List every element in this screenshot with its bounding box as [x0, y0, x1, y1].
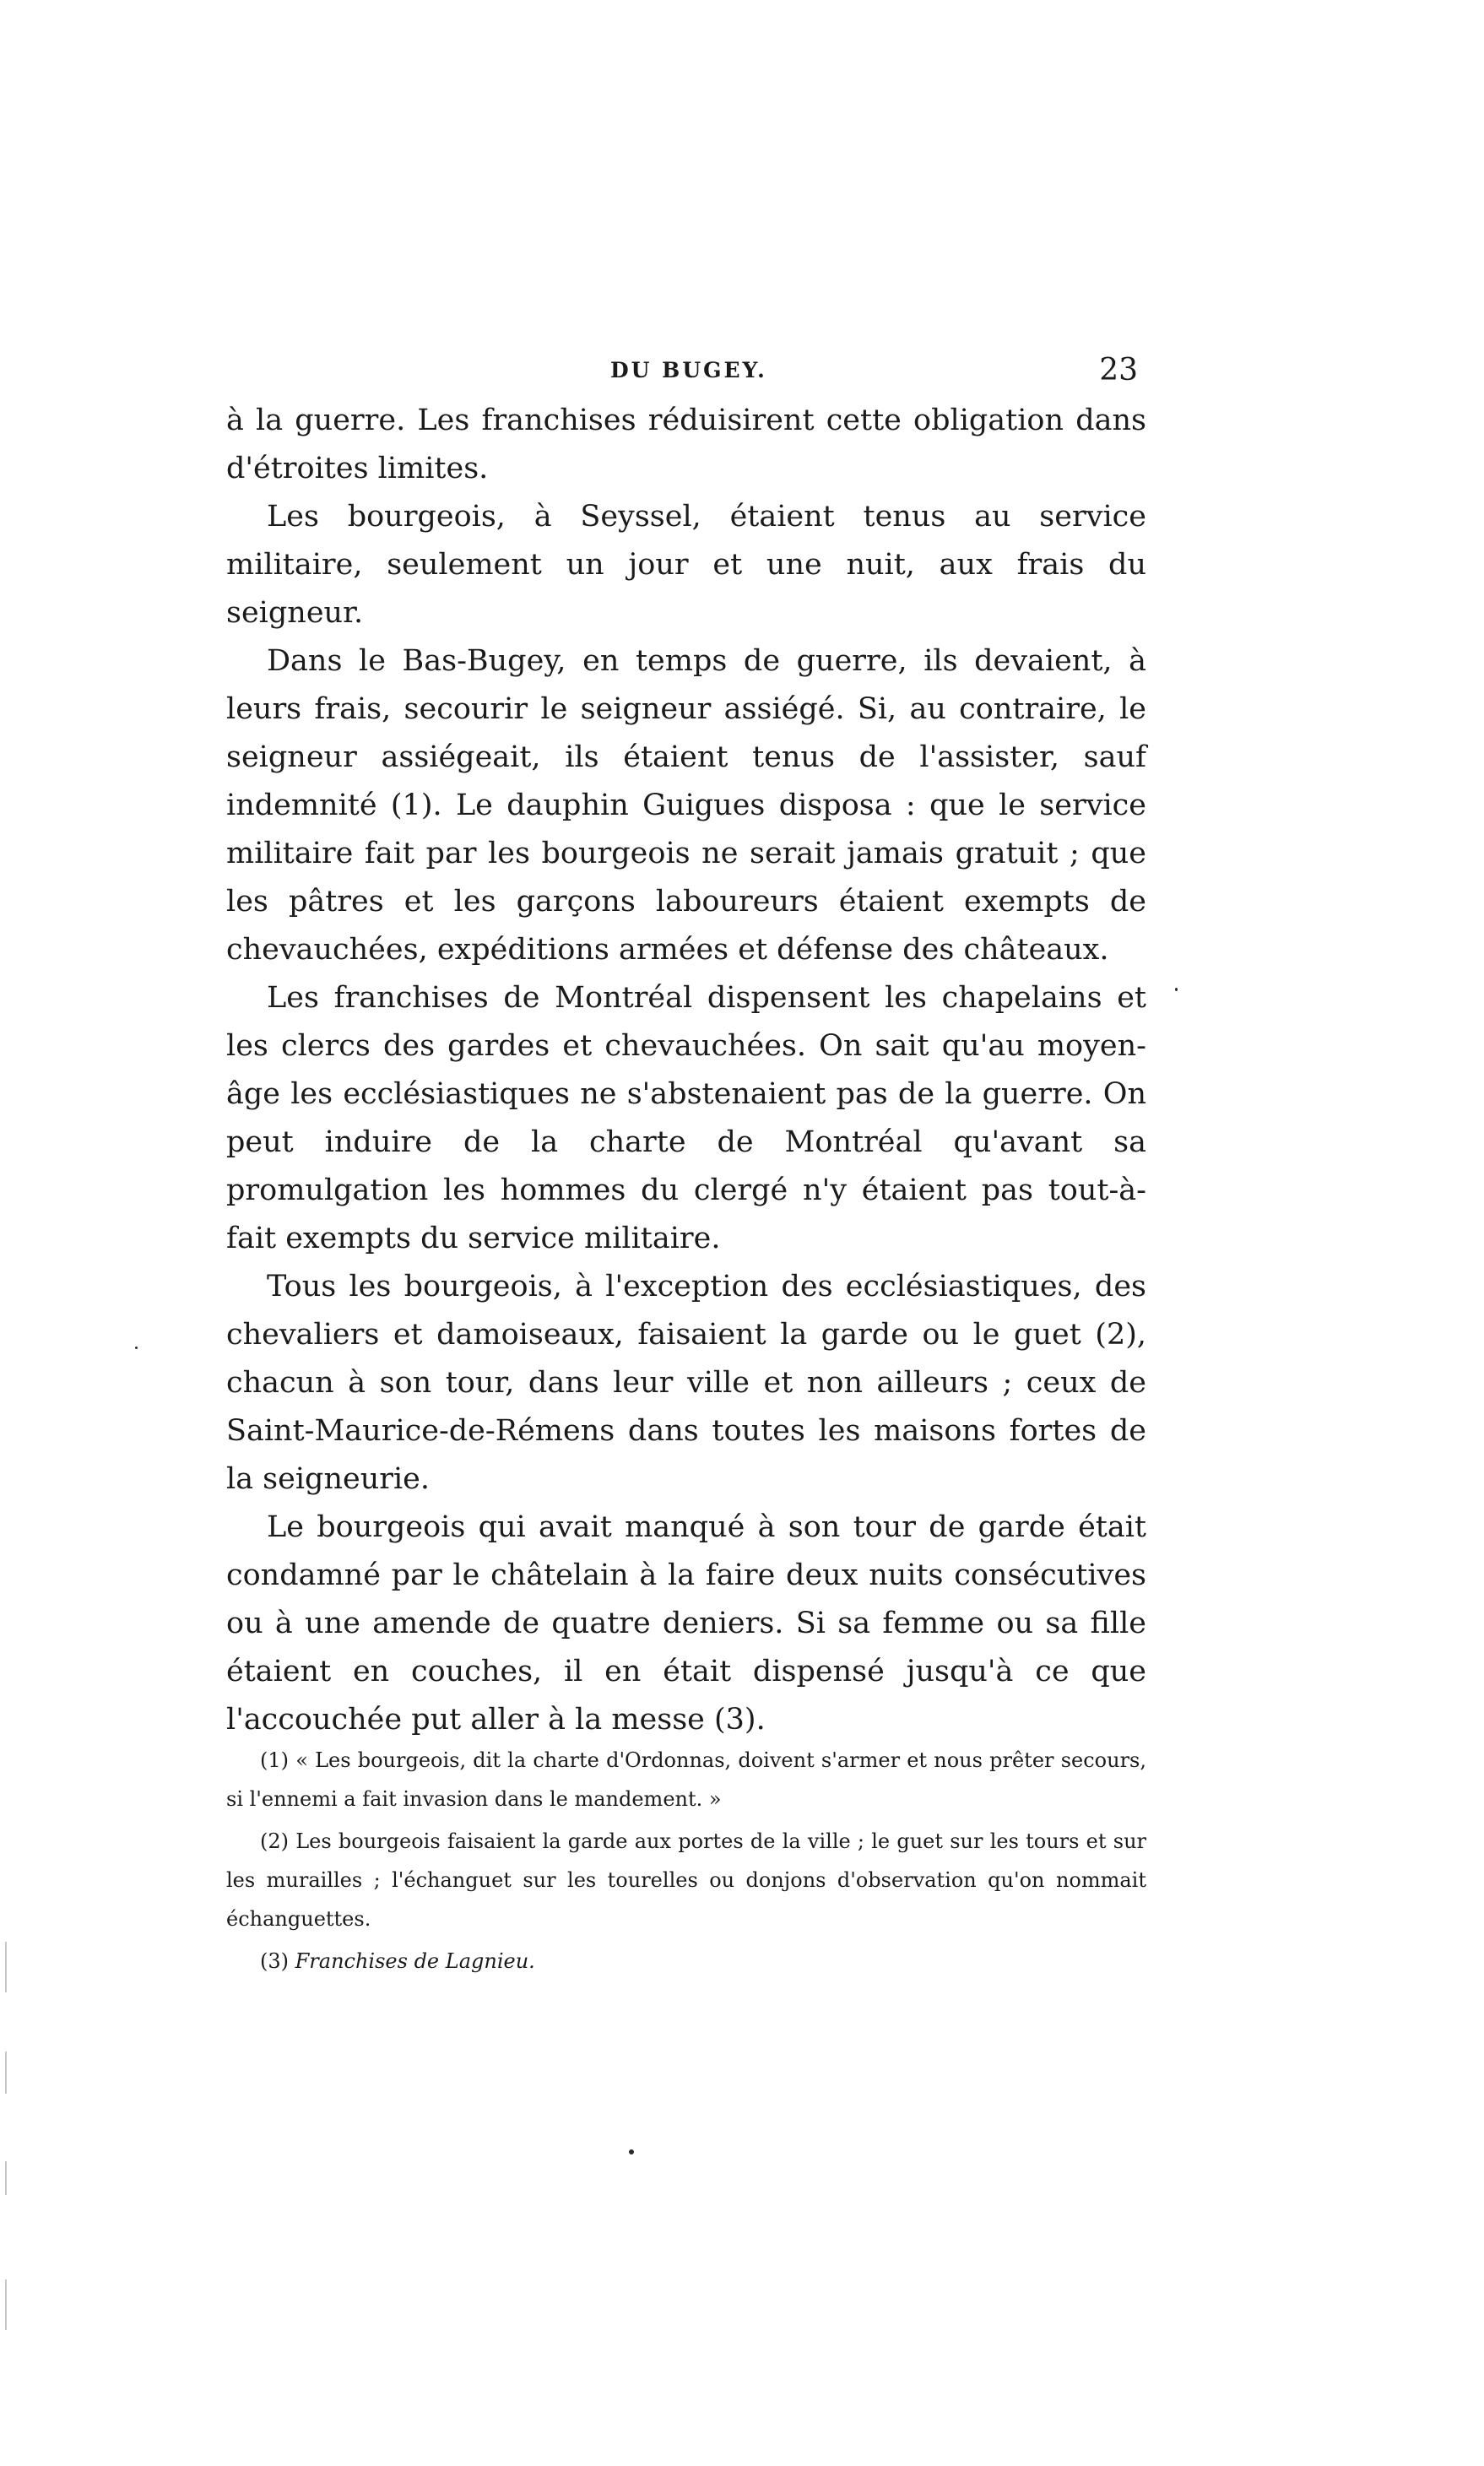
paragraph: Tous les bourgeois, à l'exception des ecclésiastiques, des chevaliers et damoiseaux, faisaient la garde ou le guet (2), chacun à son tour, dans leur ville et non ailleurs ; ceux de Saint-Maurice-de-Rémens dans toutes les maisons fortes de la seigneurie.: [226, 1270, 1146, 1496]
footnote-text: Les bourgeois faisaient la garde aux portes de la ville ; le guet sur les tours et sur les murailles ; l'échanguet sur les tourelles ou donjons d'observation qu'on nommait échanguettes.: [226, 1829, 1146, 1931]
footnote-text: « Les bourgeois, dit la charte d'Ordonnas, doivent s'armer et nous prêter secours, si l'ennemi a fait invasion dans le mandement. »: [226, 1748, 1146, 1811]
scan-edge-mark: [5, 2279, 7, 2330]
ink-speck: [1175, 988, 1178, 991]
footnote-text: Franchises de Lagnieu.: [295, 1949, 535, 1973]
scan-edge-mark: [5, 2051, 7, 2094]
running-title: DU BUGEY.: [610, 358, 767, 382]
footnote-marker: (1): [260, 1748, 289, 1772]
footnote-marker: (2): [260, 1829, 289, 1853]
page-number: 23: [1099, 353, 1138, 388]
footnote: [226, 1942, 1146, 1981]
scan-edge-mark: [5, 2161, 7, 2195]
paragraph: Les franchises de Montréal dispensent les chapelains et les clercs des gardes et chevauchées. On sait qu'au moyen-âge les ecclésiastiques ne s'abstenaient pas de la guerre. On peut induire de la charte de Montréal qu'avant sa promulgation les hommes du clergé n'y étaient pas tout-à-fait exempts du service militaire.: [226, 981, 1146, 1255]
scan-edge-mark: [5, 1942, 7, 1992]
footnote: [226, 1741, 1146, 1818]
paragraph: Les bourgeois, à Seyssel, étaient tenus au service militaire, seulement un jour et une nuit, aux frais du seigneur.: [226, 500, 1146, 630]
footnote: [226, 1822, 1146, 1938]
paragraph: Dans le Bas-Bugey, en temps de guerre, ils devaient, à leurs frais, secourir le seigneur assiégé. Si, au contraire, le seigneur assiégeait, ils étaient tenus de l'assister, sauf indemnité (1). Le dauphin Guigues disposa : que le service militaire fait par les bourgeois ne serait jamais gratuit ; que les pâtres et les garçons laboureurs étaient exempts de chevauchées, expéditions armées et défense des châteaux.: [226, 644, 1146, 967]
page-header: [226, 353, 1146, 395]
paragraph: à la guerre. Les franchises réduisirent cette obligation dans d'étroites limites.: [226, 404, 1146, 485]
main-text: [226, 397, 1146, 1744]
ink-speck: [135, 1347, 138, 1349]
ink-speck: [629, 2149, 634, 2154]
footnote-marker: (3): [260, 1949, 289, 1973]
paragraph: Le bourgeois qui avait manqué à son tour de garde était condamné par le châtelain à la faire deux nuits consécutives ou à une amende de quatre deniers. Si sa femme ou sa fille étaient en couches, il en était dispensé jusqu'à ce que l'accouchée put aller à la messe (3).: [226, 1510, 1146, 1737]
footnotes: [226, 1741, 1146, 1984]
